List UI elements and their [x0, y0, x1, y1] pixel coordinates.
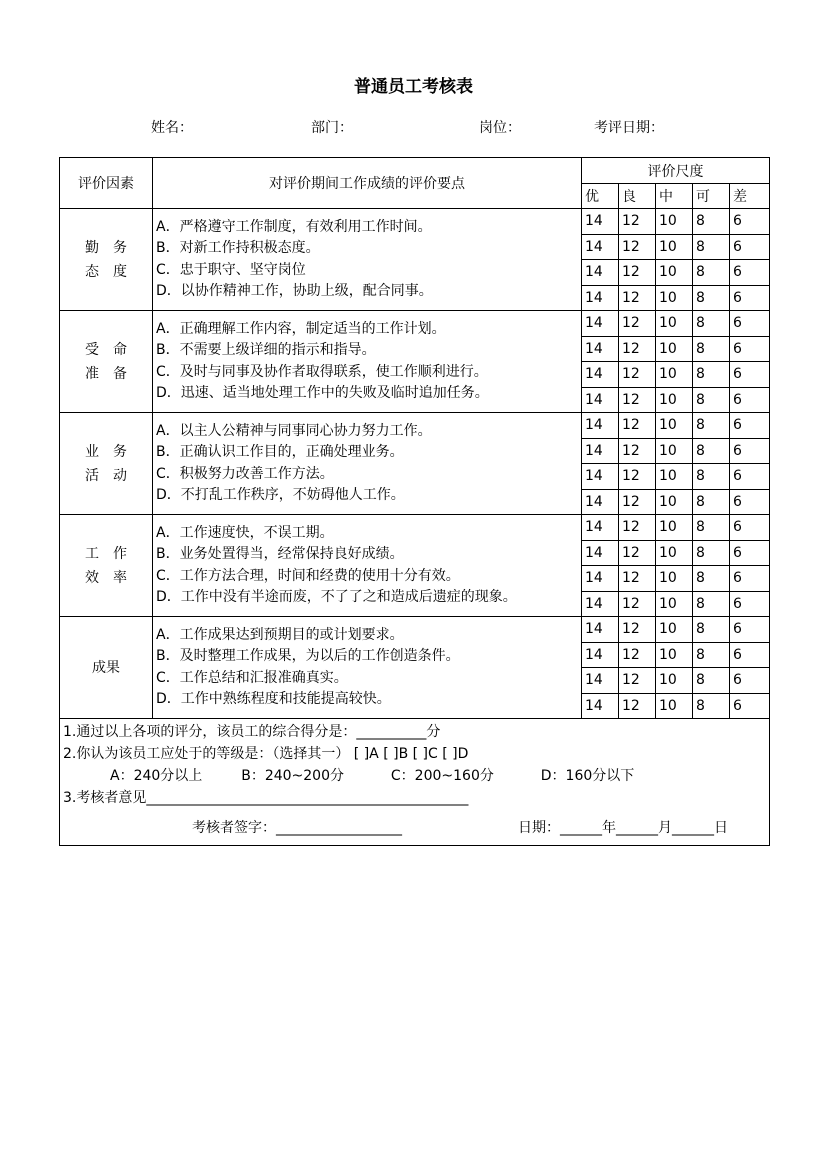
- score-good[interactable]: 12: [619, 489, 656, 515]
- score-poor[interactable]: 6: [730, 413, 770, 439]
- factor-line-2: 准 备: [85, 365, 127, 382]
- grade-good: 良: [619, 184, 656, 209]
- review-date-label: 考评日期：: [594, 120, 664, 136]
- score-average[interactable]: 10: [656, 540, 693, 566]
- evaluation-point-item: A．严格遵守工作制度，有效利用工作时间。: [156, 218, 432, 235]
- score-average[interactable]: 10: [656, 311, 693, 337]
- score-good[interactable]: 12: [619, 617, 656, 643]
- score-average[interactable]: 10: [656, 617, 693, 643]
- score-fair[interactable]: 8: [693, 387, 730, 413]
- score-excellent[interactable]: 14: [582, 642, 619, 668]
- score-poor[interactable]: 6: [730, 438, 770, 464]
- score-good[interactable]: 12: [619, 311, 656, 337]
- position-label: 岗位：: [479, 120, 521, 136]
- score-good[interactable]: 12: [619, 566, 656, 592]
- option-a: A：240分以上: [110, 768, 203, 784]
- evaluation-point-item: B．不需要上级详细的指示和指导。: [156, 342, 376, 358]
- score-average[interactable]: 10: [656, 438, 693, 464]
- factor-cell: [60, 515, 153, 617]
- score-excellent[interactable]: 14: [582, 617, 619, 643]
- score-poor[interactable]: 6: [730, 285, 770, 311]
- score-good[interactable]: 12: [619, 336, 656, 362]
- score-excellent[interactable]: 14: [582, 438, 619, 464]
- evaluation-point-item: B．及时整理工作成果，为以后的工作创造条件。: [156, 648, 460, 664]
- evaluation-point-item: D．以协作精神工作，协助上级，配合同事。: [156, 283, 433, 299]
- score-good[interactable]: 12: [619, 362, 656, 388]
- evaluation-point-item: B．对新工作持积极态度。: [156, 240, 320, 256]
- score-poor[interactable]: 6: [730, 260, 770, 286]
- score-good[interactable]: 12: [619, 591, 656, 617]
- section-row: [60, 209, 770, 235]
- score-good[interactable]: 12: [619, 438, 656, 464]
- grade-fair: 可: [693, 184, 730, 209]
- grade-average: 中: [656, 184, 693, 209]
- evaluation-point-item: C．工作方法合理，时间和经费的使用十分有效。: [156, 567, 460, 584]
- score-poor[interactable]: 6: [730, 540, 770, 566]
- score-poor[interactable]: 6: [730, 591, 770, 617]
- score-average[interactable]: 10: [656, 336, 693, 362]
- evaluation-point-item: C．积极努力改善工作方法。: [156, 465, 334, 482]
- score-poor[interactable]: 6: [730, 515, 770, 541]
- score-average[interactable]: 10: [656, 515, 693, 541]
- option-b: B：240~200分: [241, 768, 344, 784]
- score-average[interactable]: 10: [656, 234, 693, 260]
- factor-header: 评价因素: [60, 158, 153, 209]
- score-fair[interactable]: 8: [693, 693, 730, 719]
- score-fair[interactable]: 8: [693, 234, 730, 260]
- score-average[interactable]: 10: [656, 464, 693, 490]
- score-good[interactable]: 12: [619, 260, 656, 286]
- name-label: 姓名：: [151, 120, 193, 136]
- score-poor[interactable]: 6: [730, 311, 770, 337]
- score-poor[interactable]: 6: [730, 387, 770, 413]
- score-good[interactable]: 12: [619, 668, 656, 694]
- evaluation-point-item: B．正确认识工作目的，正确处理业务。: [156, 444, 404, 460]
- score-excellent[interactable]: 14: [582, 464, 619, 490]
- reviewer-signature: 考核者签字：__________________: [192, 820, 402, 836]
- score-average[interactable]: 10: [656, 413, 693, 439]
- score-poor[interactable]: 6: [730, 693, 770, 719]
- score-poor[interactable]: 6: [730, 489, 770, 515]
- score-excellent[interactable]: 14: [582, 387, 619, 413]
- score-fair[interactable]: 8: [693, 642, 730, 668]
- score-fair[interactable]: 8: [693, 209, 730, 235]
- score-fair[interactable]: 8: [693, 540, 730, 566]
- score-fair[interactable]: 8: [693, 464, 730, 490]
- factor-line-2: 态 度: [85, 263, 127, 280]
- section-row: [60, 515, 770, 541]
- factor-cell: [60, 413, 153, 515]
- score-poor[interactable]: 6: [730, 464, 770, 490]
- factor-line-1: 业 务: [85, 443, 127, 460]
- section-row: [60, 311, 770, 337]
- score-excellent[interactable]: 14: [582, 566, 619, 592]
- score-fair[interactable]: 8: [693, 489, 730, 515]
- factor-line-2: 活 动: [85, 467, 127, 484]
- score-excellent[interactable]: 14: [582, 336, 619, 362]
- evaluation-point-item: C．工作总结和汇报准确真实。: [156, 669, 348, 686]
- score-fair[interactable]: 8: [693, 260, 730, 286]
- score-excellent[interactable]: 14: [582, 285, 619, 311]
- score-poor[interactable]: 6: [730, 362, 770, 388]
- score-excellent[interactable]: 14: [582, 591, 619, 617]
- evaluation-points: [153, 311, 582, 413]
- grade-select-line: 2.你认为该员工应处于的等级是：（选择其一） [ ]A [ ]B [ ]C [ ]D: [63, 746, 469, 762]
- score-poor[interactable]: 6: [730, 617, 770, 643]
- form-title: 普通员工考核表: [354, 77, 473, 97]
- score-excellent[interactable]: 14: [582, 362, 619, 388]
- score-good[interactable]: 12: [619, 387, 656, 413]
- points-header: 对评价期间工作成绩的评价要点: [153, 158, 582, 209]
- evaluation-point-item: C．忠于职守、坚守岗位: [156, 261, 306, 278]
- score-excellent[interactable]: 14: [582, 515, 619, 541]
- section-row: [60, 413, 770, 439]
- evaluation-point-item: D．迅速、适当地处理工作中的失败及临时追加任务。: [156, 385, 489, 401]
- grade-options: [60, 765, 769, 787]
- score-average[interactable]: 10: [656, 362, 693, 388]
- evaluation-point-item: C．及时与同事及协作者取得联系，使工作顺利进行。: [156, 363, 488, 380]
- sign-date: 日期：______年______月______日: [518, 820, 728, 836]
- evaluation-points: [153, 413, 582, 515]
- evaluation-points: [153, 209, 582, 311]
- signature-row: [60, 809, 769, 845]
- evaluation-point-item: A．工作速度快，不误工期。: [156, 524, 334, 541]
- score-average[interactable]: 10: [656, 285, 693, 311]
- score-fair[interactable]: 8: [693, 311, 730, 337]
- scale-header: 评价尺度: [582, 158, 770, 184]
- summary-section: [60, 719, 770, 846]
- factor-line-1: 成果: [92, 659, 120, 676]
- grade-poor: 差: [730, 184, 770, 209]
- score-fair[interactable]: 8: [693, 591, 730, 617]
- option-d: D：160分以下: [540, 768, 635, 784]
- score-poor[interactable]: 6: [730, 336, 770, 362]
- score-good[interactable]: 12: [619, 209, 656, 235]
- evaluation-table: [59, 157, 770, 846]
- score-good[interactable]: 12: [619, 642, 656, 668]
- score-fair[interactable]: 8: [693, 515, 730, 541]
- evaluation-point-item: A．工作成果达到预期目的或计划要求。: [156, 626, 404, 643]
- score-excellent[interactable]: 14: [582, 209, 619, 235]
- evaluation-point-item: D．工作中没有半途而废，不了了之和造成后遗症的现象。: [156, 589, 517, 605]
- reviewer-opinion-line: 3.考核者意见______________________________________________: [63, 790, 469, 806]
- score-excellent[interactable]: 14: [582, 260, 619, 286]
- score-good[interactable]: 12: [619, 693, 656, 719]
- score-good[interactable]: 12: [619, 464, 656, 490]
- score-good[interactable]: 12: [619, 285, 656, 311]
- score-fair[interactable]: 8: [693, 362, 730, 388]
- evaluation-point-item: A．以主人公精神与同事同心协力努力工作。: [156, 422, 432, 439]
- score-fair[interactable]: 8: [693, 668, 730, 694]
- score-good[interactable]: 12: [619, 515, 656, 541]
- score-average[interactable]: 10: [656, 566, 693, 592]
- score-average[interactable]: 10: [656, 209, 693, 235]
- score-average[interactable]: 10: [656, 260, 693, 286]
- score-good[interactable]: 12: [619, 234, 656, 260]
- score-excellent[interactable]: 14: [582, 234, 619, 260]
- factor-line-1: 受 命: [85, 341, 127, 358]
- evaluation-point-item: B．业务处置得当，经常保持良好成绩。: [156, 546, 404, 562]
- score-average[interactable]: 10: [656, 591, 693, 617]
- score-fair[interactable]: 8: [693, 438, 730, 464]
- department-label: 部门：: [311, 120, 353, 136]
- score-fair[interactable]: 8: [693, 413, 730, 439]
- score-good[interactable]: 12: [619, 413, 656, 439]
- factor-cell: [60, 617, 153, 719]
- score-fair[interactable]: 8: [693, 617, 730, 643]
- evaluation-point-item: D．不打乱工作秩序，不妨碍他人工作。: [156, 487, 405, 503]
- score-average[interactable]: 10: [656, 642, 693, 668]
- score-excellent[interactable]: 14: [582, 489, 619, 515]
- evaluation-points: [153, 617, 582, 719]
- section-row: [60, 617, 770, 643]
- score-poor[interactable]: 6: [730, 209, 770, 235]
- factor-cell: [60, 209, 153, 311]
- grade-excellent: 优: [582, 184, 619, 209]
- score-poor[interactable]: 6: [730, 642, 770, 668]
- score-excellent[interactable]: 14: [582, 668, 619, 694]
- score-fair[interactable]: 8: [693, 566, 730, 592]
- score-poor[interactable]: 6: [730, 234, 770, 260]
- score-excellent[interactable]: 14: [582, 693, 619, 719]
- evaluation-point-item: D．工作中熟练程度和技能提高较快。: [156, 691, 391, 707]
- score-fair[interactable]: 8: [693, 336, 730, 362]
- score-good[interactable]: 12: [619, 540, 656, 566]
- option-c: C：200~160分: [390, 768, 494, 784]
- factor-line-1: 工 作: [85, 545, 127, 562]
- score-average[interactable]: 10: [656, 387, 693, 413]
- score-excellent[interactable]: 14: [582, 311, 619, 337]
- score-fair[interactable]: 8: [693, 285, 730, 311]
- score-poor[interactable]: 6: [730, 668, 770, 694]
- total-score-line: 1.通过以上各项的评分，该员工的综合得分是：__________分: [63, 724, 441, 740]
- evaluation-points: [153, 515, 582, 617]
- score-poor[interactable]: 6: [730, 566, 770, 592]
- factor-line-1: 勤 务: [85, 239, 127, 256]
- score-average[interactable]: 10: [656, 489, 693, 515]
- factor-line-2: 效 率: [85, 569, 127, 586]
- score-average[interactable]: 10: [656, 693, 693, 719]
- score-excellent[interactable]: 14: [582, 413, 619, 439]
- score-excellent[interactable]: 14: [582, 540, 619, 566]
- evaluation-point-item: A．正确理解工作内容，制定适当的工作计划。: [156, 320, 446, 337]
- score-average[interactable]: 10: [656, 668, 693, 694]
- factor-cell: [60, 311, 153, 413]
